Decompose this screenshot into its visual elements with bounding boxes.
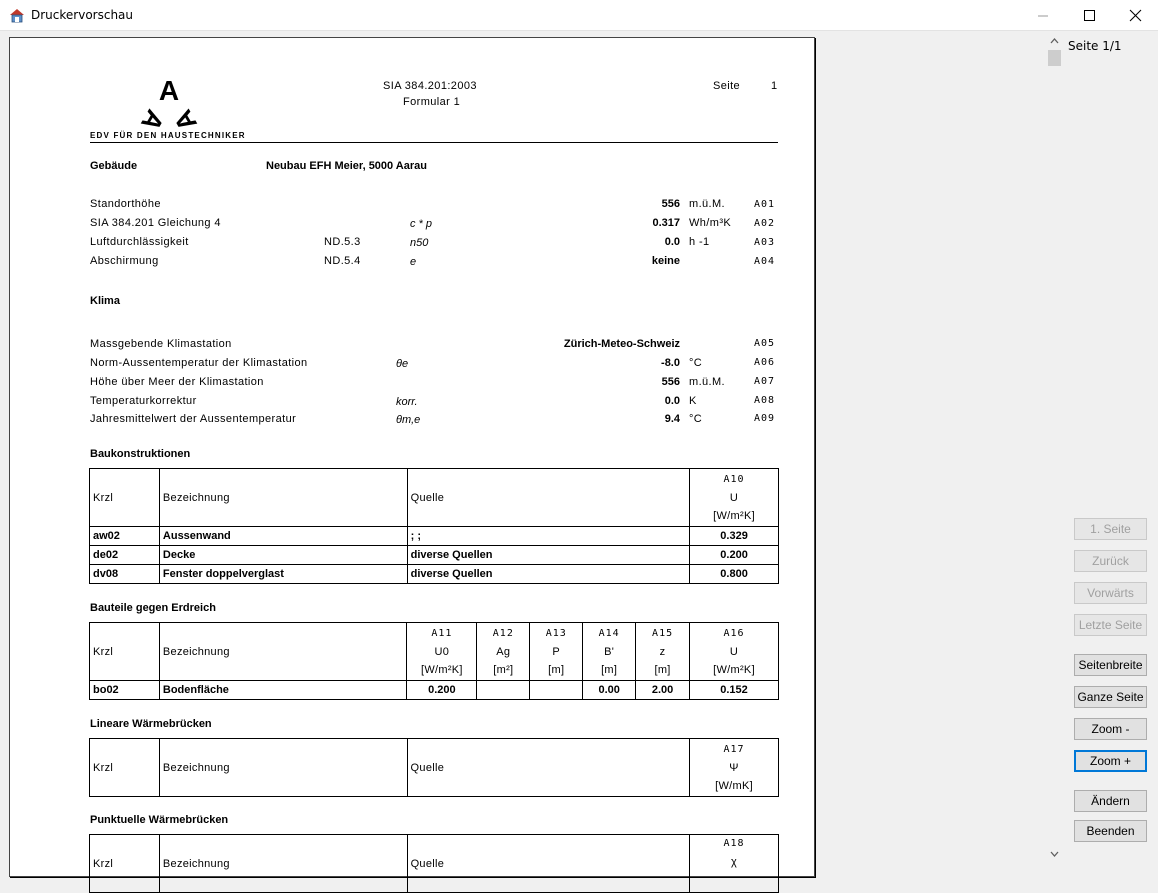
zoom-in-button[interactable]: Zoom + bbox=[1074, 750, 1147, 772]
param-unit: h -1 bbox=[689, 236, 710, 248]
col-symbol: χ bbox=[731, 856, 738, 868]
punktuelle-table bbox=[89, 834, 779, 893]
last-page-button[interactable]: Letzte Seite bbox=[1074, 614, 1147, 636]
param-value: -8.0 bbox=[661, 357, 680, 369]
param-symbol: n50 bbox=[410, 237, 429, 249]
param-nd: ND.5.4 bbox=[324, 255, 361, 267]
minimize-button[interactable] bbox=[1020, 0, 1066, 31]
col-unit: [W/mK] bbox=[715, 779, 753, 792]
table-row bbox=[90, 681, 779, 700]
col-u bbox=[690, 469, 779, 527]
close-button[interactable] bbox=[1112, 0, 1158, 31]
col-ag bbox=[477, 623, 530, 681]
col-code: A15 bbox=[652, 627, 674, 639]
klima-heading: Klima bbox=[90, 295, 120, 307]
col-bezeichnung: Bezeichnung bbox=[159, 469, 407, 527]
param-symbol: c * p bbox=[410, 218, 433, 230]
param-code: A04 bbox=[754, 256, 776, 267]
param-code: A09 bbox=[754, 413, 776, 424]
page-label: Seite bbox=[713, 80, 741, 92]
col-unit: [m] bbox=[601, 663, 618, 676]
svg-text:A: A bbox=[158, 75, 180, 106]
param-label: Abschirmung bbox=[90, 255, 159, 267]
col-code: A18 bbox=[723, 838, 745, 849]
col-psi bbox=[690, 739, 779, 797]
col-code: A17 bbox=[723, 743, 745, 755]
param-unit: Wh/m³K bbox=[689, 217, 732, 229]
table-row bbox=[90, 546, 779, 565]
col-symbol: z bbox=[659, 645, 666, 658]
close-icon bbox=[1130, 10, 1141, 21]
maximize-icon bbox=[1084, 10, 1095, 21]
col-krzl: Krzl bbox=[90, 469, 160, 527]
param-value: 0.317 bbox=[652, 217, 680, 229]
col-symbol: U bbox=[729, 491, 739, 504]
cell-u: 0.329 bbox=[690, 527, 779, 546]
scroll-up-button[interactable] bbox=[1046, 32, 1063, 49]
param-code: A02 bbox=[754, 218, 776, 229]
cell-krzl: de02 bbox=[90, 546, 160, 565]
col-quelle: Quelle bbox=[407, 739, 690, 797]
col-krzl: Krzl bbox=[90, 623, 160, 681]
baukonstruktionen-heading: Baukonstruktionen bbox=[90, 448, 191, 460]
col-code: A16 bbox=[723, 627, 745, 639]
param-symbol: θm,e bbox=[396, 414, 421, 426]
col-unit: [m²] bbox=[493, 663, 514, 676]
whole-page-button[interactable]: Ganze Seite bbox=[1074, 686, 1147, 708]
col-krzl: Krzl bbox=[90, 739, 160, 797]
col-quelle: Quelle bbox=[407, 835, 690, 893]
param-label: Norm-Aussentemperatur der Klimastation bbox=[90, 357, 308, 369]
first-page-button[interactable]: 1. Seite bbox=[1074, 518, 1147, 540]
col-code: A10 bbox=[723, 473, 745, 485]
col-p bbox=[530, 623, 583, 681]
param-label: Massgebende Klimastation bbox=[90, 338, 232, 350]
col-unit: [W/m²K] bbox=[713, 509, 755, 522]
param-unit: m.ü.M. bbox=[689, 198, 726, 210]
cell-krzl: bo02 bbox=[90, 681, 160, 700]
lineare-table bbox=[89, 738, 779, 797]
param-label: Temperaturkorrektur bbox=[90, 395, 197, 407]
cell-quelle: diverse Quellen bbox=[407, 546, 690, 565]
title-bar bbox=[0, 0, 1158, 31]
col-unit: [W/m²K] bbox=[420, 663, 463, 676]
param-unit: m.ü.M. bbox=[689, 376, 726, 388]
side-panel bbox=[1064, 32, 1158, 863]
app-icon bbox=[9, 7, 25, 23]
exit-button[interactable]: Beenden bbox=[1074, 820, 1147, 842]
scroll-down-button[interactable] bbox=[1046, 845, 1063, 862]
col-b bbox=[583, 623, 636, 681]
edit-button[interactable]: Ändern bbox=[1074, 790, 1147, 812]
param-value: 556 bbox=[661, 376, 680, 388]
cell-u: 0.800 bbox=[690, 565, 779, 584]
col-bezeichnung: Bezeichnung bbox=[159, 835, 407, 893]
page-width-button[interactable]: Seitenbreite bbox=[1074, 654, 1147, 676]
logo-text: EDV FÜR DEN HAUSTECHNIKER bbox=[90, 131, 246, 140]
preview-area[interactable] bbox=[1, 32, 1045, 870]
col-code: A12 bbox=[492, 627, 514, 639]
gebaeude-value: Neubau EFH Meier, 5000 Aarau bbox=[266, 160, 427, 172]
col-symbol: B' bbox=[604, 645, 615, 658]
param-unit: °C bbox=[689, 357, 703, 369]
col-symbol: P bbox=[552, 645, 561, 658]
lineare-heading: Lineare Wärmebrücken bbox=[90, 718, 212, 730]
previous-page-button[interactable]: Zurück bbox=[1074, 550, 1147, 572]
erdreich-heading: Bauteile gegen Erdreich bbox=[90, 602, 216, 614]
paper-page bbox=[9, 37, 815, 877]
param-value: keine bbox=[651, 255, 680, 267]
cell-u: 0.152 bbox=[690, 681, 779, 700]
param-label: SIA 384.201 Gleichung 4 bbox=[90, 217, 221, 229]
cell-z: 2.00 bbox=[636, 681, 690, 700]
cell-quelle: ; ; bbox=[407, 527, 690, 546]
window-title: Druckervorschau bbox=[31, 8, 134, 22]
col-unit: [m] bbox=[654, 663, 671, 676]
col-symbol: U bbox=[729, 645, 739, 658]
cell-u: 0.200 bbox=[690, 546, 779, 565]
cell-krzl: dv08 bbox=[90, 565, 160, 584]
col-unit: [m] bbox=[548, 663, 565, 676]
param-symbol: θe bbox=[396, 358, 409, 370]
header-form: Formular 1 bbox=[403, 96, 461, 108]
cell-bezeichnung: Fenster doppelverglast bbox=[159, 565, 407, 584]
svg-text:A: A bbox=[135, 104, 171, 137]
col-bezeichnung: Bezeichnung bbox=[159, 623, 407, 681]
param-code: A03 bbox=[754, 237, 776, 248]
cell-quelle: diverse Quellen bbox=[407, 565, 690, 584]
col-code: A11 bbox=[431, 627, 453, 639]
param-symbol: korr. bbox=[396, 396, 418, 408]
chevron-up-icon bbox=[1050, 38, 1059, 44]
param-value: 0.0 bbox=[664, 236, 680, 248]
chevron-down-icon bbox=[1050, 851, 1059, 857]
col-u0 bbox=[407, 623, 477, 681]
svg-text:A: A bbox=[167, 104, 203, 137]
param-code: A06 bbox=[754, 357, 776, 368]
param-code: A08 bbox=[754, 395, 776, 406]
table-row bbox=[90, 565, 779, 584]
param-value: 556 bbox=[661, 198, 680, 210]
param-label: Luftdurchlässigkeit bbox=[90, 236, 189, 248]
param-unit: °C bbox=[689, 413, 703, 425]
col-symbol: Ψ bbox=[729, 761, 739, 774]
header-rule bbox=[90, 142, 778, 143]
col-unit: [W/m²K] bbox=[713, 663, 755, 676]
cell-bezeichnung: Aussenwand bbox=[159, 527, 407, 546]
col-bezeichnung: Bezeichnung bbox=[159, 739, 407, 797]
col-symbol: Ag bbox=[496, 645, 511, 658]
param-unit: K bbox=[689, 395, 697, 407]
col-chi bbox=[690, 835, 779, 893]
param-code: A05 bbox=[754, 338, 776, 349]
col-krzl: Krzl bbox=[90, 835, 160, 893]
baukonstruktionen-table bbox=[89, 468, 779, 584]
maximize-button[interactable] bbox=[1066, 0, 1112, 31]
param-label: Jahresmittelwert der Aussentemperatur bbox=[90, 413, 297, 425]
page-indicator: Seite 1/1 bbox=[1068, 39, 1122, 53]
gebaeude-label: Gebäude bbox=[90, 160, 138, 172]
col-u bbox=[690, 623, 779, 681]
param-label: Höhe über Meer der Klimastation bbox=[90, 376, 264, 388]
punktuelle-heading: Punktuelle Wärmebrücken bbox=[90, 814, 229, 826]
param-label: Standorthöhe bbox=[90, 198, 161, 210]
zoom-out-button[interactable]: Zoom - bbox=[1074, 718, 1147, 740]
col-z bbox=[636, 623, 690, 681]
erdreich-table bbox=[89, 622, 779, 700]
col-code: A13 bbox=[545, 627, 567, 639]
scroll-thumb[interactable] bbox=[1048, 50, 1061, 66]
cell-u0: 0.200 bbox=[407, 681, 477, 700]
minimize-icon bbox=[1038, 11, 1048, 21]
cell-p bbox=[530, 681, 583, 700]
cell-bezeichnung: Bodenfläche bbox=[159, 681, 407, 700]
cell-ag bbox=[477, 681, 530, 700]
cell-krzl: aw02 bbox=[90, 527, 160, 546]
company-logo bbox=[135, 75, 203, 137]
param-code: A01 bbox=[754, 199, 776, 210]
param-value: 0.0 bbox=[664, 395, 680, 407]
table-row bbox=[90, 527, 779, 546]
header-norm: SIA 384.201:2003 bbox=[383, 80, 477, 92]
param-value: 9.4 bbox=[664, 413, 680, 425]
param-symbol: e bbox=[410, 256, 417, 268]
param-code: A07 bbox=[754, 376, 776, 387]
vertical-scrollbar[interactable] bbox=[1046, 32, 1063, 863]
col-code: A14 bbox=[598, 627, 620, 639]
col-symbol: U0 bbox=[434, 645, 450, 658]
page-number: 1 bbox=[771, 80, 778, 92]
col-quelle: Quelle bbox=[407, 469, 690, 527]
param-nd: ND.5.3 bbox=[324, 236, 361, 248]
next-page-button[interactable]: Vorwärts bbox=[1074, 582, 1147, 604]
cell-bezeichnung: Decke bbox=[159, 546, 407, 565]
param-value: Zürich-Meteo-Schweiz bbox=[563, 338, 680, 350]
cell-b: 0.00 bbox=[583, 681, 636, 700]
